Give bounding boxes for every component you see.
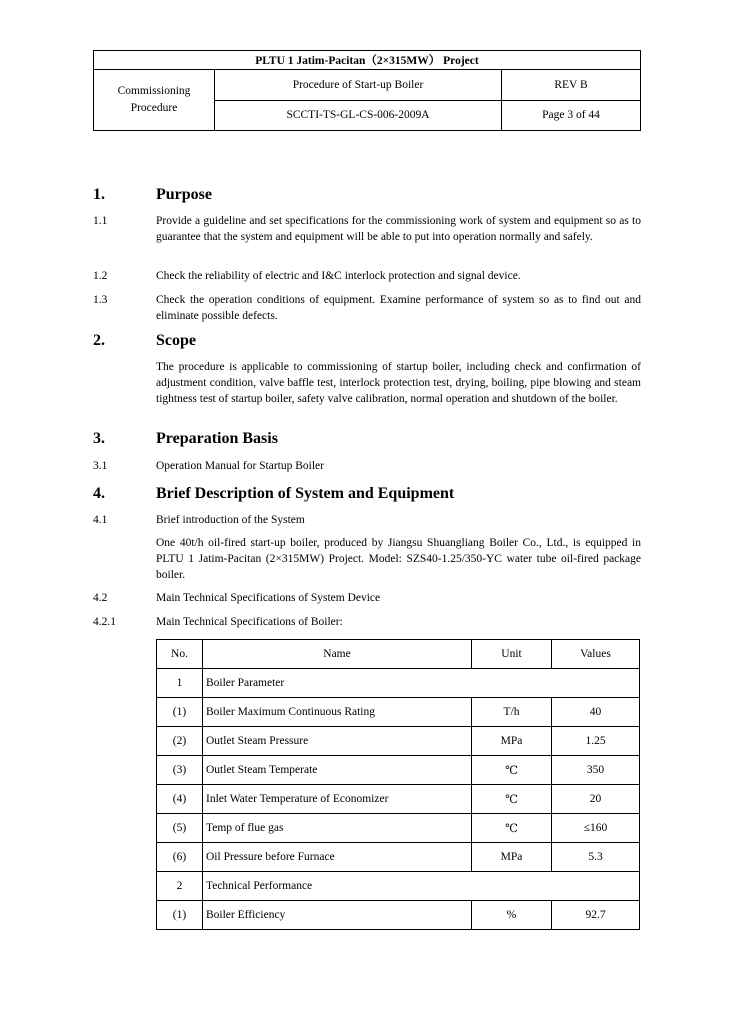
row-value: 350 [552, 756, 640, 785]
paragraph-3-1 [93, 458, 641, 474]
item-text: The procedure is applicable to commissioning of startup boiler, including check and confirmation of adjustment condition, valve baffle test, interlock protection test, drying, boiling, pipe blowing and steam tightness test of startup boiler, safety valve calibration, normal operation and shutdown of the boiler. [156, 361, 641, 405]
row-value: 5.3 [552, 843, 640, 872]
row-name: Temp of flue gas [203, 814, 472, 843]
section-number: 2. [93, 332, 105, 349]
row-no: 1 [157, 669, 203, 698]
item-text: Main Technical Specifications of Boiler: [156, 616, 343, 628]
row-value: ≤160 [552, 814, 640, 843]
row-no: 2 [157, 872, 203, 901]
item-text: Main Technical Specifications of System Device [156, 592, 381, 604]
section-title: Preparation Basis [156, 430, 278, 447]
row-value: 1.25 [552, 727, 640, 756]
row-unit: MPa [472, 843, 552, 872]
doc-number: SCCTI-TS-GL-CS-006-2009A [215, 100, 502, 131]
paragraph-4-2 [93, 590, 641, 606]
section-1-heading [93, 184, 641, 206]
section-title: Scope [156, 332, 196, 349]
boiler-spec-table [156, 639, 640, 930]
section-number: 4. [93, 485, 105, 502]
table-row [157, 727, 640, 756]
row-value: 92.7 [552, 901, 640, 930]
row-unit: % [472, 901, 552, 930]
table-row [157, 901, 640, 930]
row-no: (6) [157, 843, 203, 872]
row-no: (2) [157, 727, 203, 756]
item-number: 4.2.1 [93, 616, 116, 628]
item-number: 1.3 [93, 294, 108, 306]
header-values: Values [552, 640, 640, 669]
table-row [157, 698, 640, 727]
section-2-heading [93, 330, 641, 352]
row-name: Inlet Water Temperature of Economizer [203, 785, 472, 814]
row-unit: ℃ [472, 756, 552, 785]
paragraph-1-2 [93, 268, 641, 284]
section-number: 1. [93, 186, 105, 203]
item-number: 1.1 [93, 215, 108, 227]
header-name: Name [203, 640, 472, 669]
table-row [157, 785, 640, 814]
item-text: Check the reliability of electric and I&C interlock protection and signal device. [156, 270, 521, 282]
section-4-heading [93, 483, 641, 505]
row-name: Boiler Maximum Continuous Rating [203, 698, 472, 727]
paragraph-1-3 [93, 292, 641, 324]
item-number: 4.2 [93, 592, 108, 604]
item-text: Check the operation conditions of equipment. Examine performance of system so as to find out and eliminate possible defects. [156, 294, 641, 322]
row-no: (1) [157, 901, 203, 930]
row-no: (1) [157, 698, 203, 727]
row-value: 20 [552, 785, 640, 814]
doc-type-cell [94, 70, 215, 131]
table-row [157, 756, 640, 785]
table-row [157, 872, 640, 901]
row-name: Outlet Steam Pressure [203, 727, 472, 756]
row-unit: ℃ [472, 814, 552, 843]
paragraph-4-1-body [93, 535, 641, 583]
section-number: 3. [93, 430, 105, 447]
item-text: Brief introduction of the System [156, 514, 305, 526]
section-title: Brief Description of System and Equipment [156, 485, 455, 502]
item-text: Provide a guideline and set specifications for the commissioning work of system and equipment so as to guarantee that the system and equipment will be able to put into operation normally and safely. [156, 215, 641, 243]
item-number: 3.1 [93, 460, 108, 472]
project-title: PLTU 1 Jatim-Pacitan（2×315MW） Project [94, 51, 641, 70]
row-value: 40 [552, 698, 640, 727]
doc-title: Procedure of Start-up Boiler [215, 70, 502, 101]
paragraph-1-1 [93, 213, 641, 245]
row-name: Technical Performance [203, 872, 640, 901]
doc-type-line2: Procedure [130, 102, 178, 114]
row-unit: ℃ [472, 785, 552, 814]
row-no: (5) [157, 814, 203, 843]
revision: REV B [502, 70, 641, 101]
document-header-table [93, 50, 641, 131]
table-header-row [157, 640, 640, 669]
row-unit: T/h [472, 698, 552, 727]
table-row [157, 814, 640, 843]
table-row [157, 843, 640, 872]
row-name: Oil Pressure before Furnace [203, 843, 472, 872]
section-3-heading [93, 428, 641, 450]
row-name: Outlet Steam Temperate [203, 756, 472, 785]
doc-type-line1: Commissioning [117, 85, 191, 97]
paragraph-4-1 [93, 512, 641, 528]
paragraph-4-2-1 [93, 614, 641, 630]
item-number: 1.2 [93, 270, 108, 282]
row-name: Boiler Parameter [203, 669, 640, 698]
item-number: 4.1 [93, 514, 108, 526]
row-unit: MPa [472, 727, 552, 756]
item-text: Operation Manual for Startup Boiler [156, 460, 324, 472]
row-name: Boiler Efficiency [203, 901, 472, 930]
row-no: (4) [157, 785, 203, 814]
section-title: Purpose [156, 186, 212, 203]
row-no: (3) [157, 756, 203, 785]
item-text: One 40t/h oil-fired start-up boiler, produced by Jiangsu Shuangliang Boiler Co., Ltd., is equipped in PLTU 1 Jatim-Pacitan (2×315MW) Project. Model: SZS40-1.25/350-YC water tube oil-fired package boiler. [156, 537, 641, 581]
table-row [157, 669, 640, 698]
header-unit: Unit [472, 640, 552, 669]
paragraph-2 [93, 359, 641, 407]
page-number: Page 3 of 44 [502, 100, 641, 131]
header-no: No. [157, 640, 203, 669]
